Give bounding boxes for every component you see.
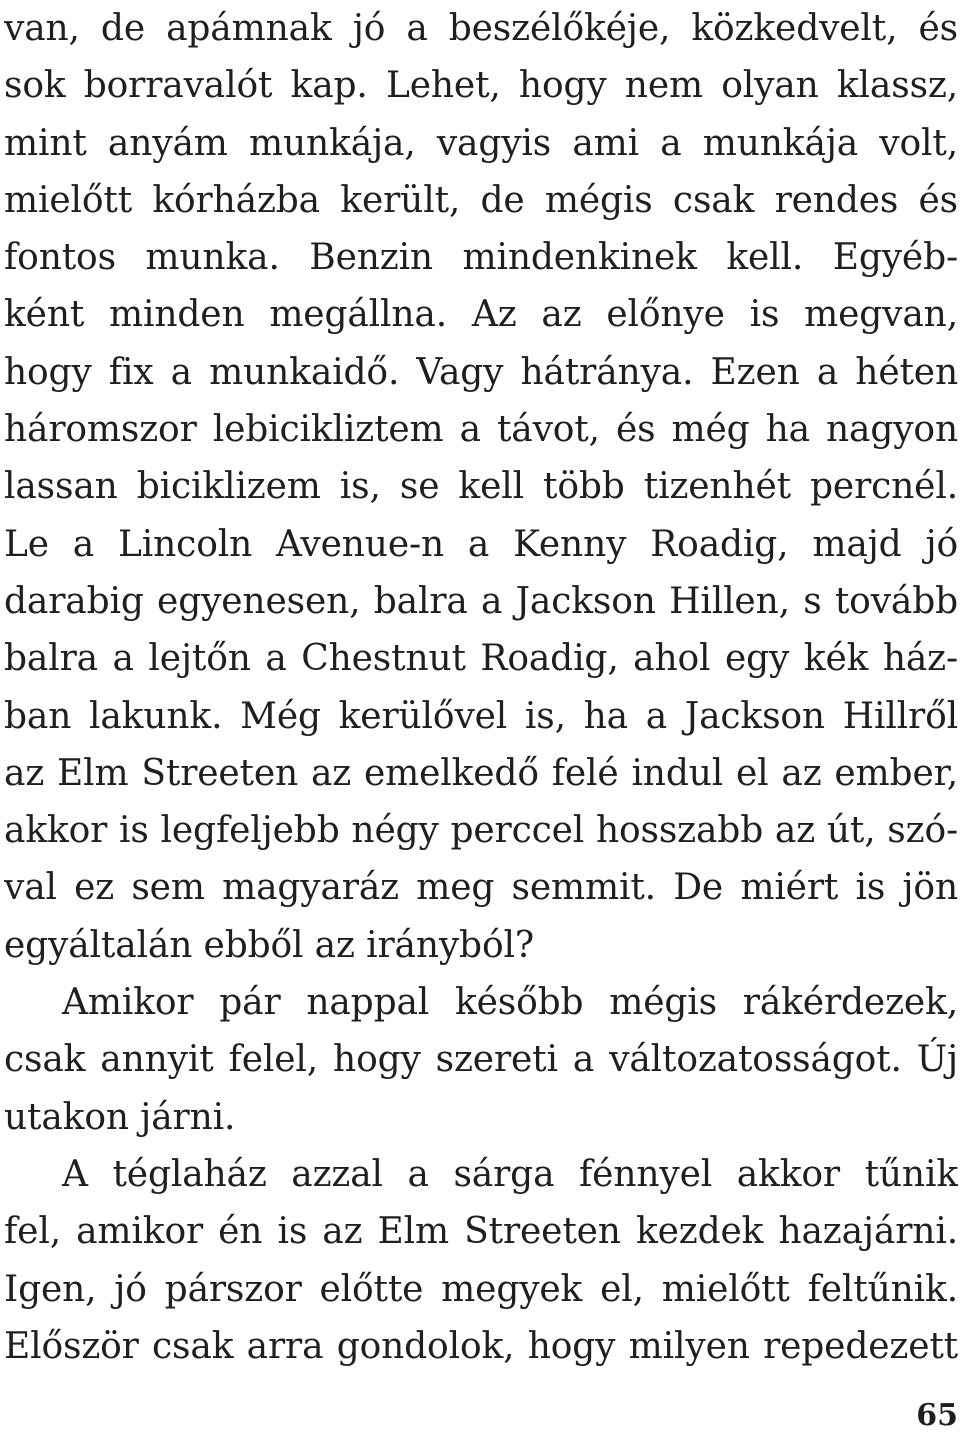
paragraph-end-line: egyáltalán ebből az irányból? <box>4 924 534 966</box>
text-line: fontos munka. Benzin mindenkinek kell. Egyéb- <box>4 237 958 279</box>
text-line: van, de apámnak jó a beszélőkéje, közkedvelt, és <box>4 8 958 49</box>
text-line: sok borravalót kap. Lehet, hogy nem olyan klassz, <box>4 65 958 107</box>
paragraph-start-line: Amikor pár nappal később mégis rákérdezek, <box>62 982 958 1024</box>
body-text <box>4 0 958 1375</box>
text-line: háromszor lebicikliztem a távot, és még ha nagyon <box>4 409 958 451</box>
book-page <box>4 0 958 1436</box>
page-number: 65 <box>916 1398 958 1433</box>
paragraph-end-line: utakon járni. <box>4 1096 236 1138</box>
text-line: Igen, jó párszor előtte megyek el, mielőtt feltűnik. <box>4 1268 958 1310</box>
text-line: val ez sem magyaráz meg semmit. De miért is jön <box>4 867 958 909</box>
text-line: Először csak arra gondolok, hogy milyen repedezett <box>4 1325 958 1367</box>
text-line: csak annyit felel, hogy szereti a változatosságot. Új <box>4 1039 958 1081</box>
text-line: balra a lejtőn a Chestnut Roadig, ahol egy kék ház- <box>4 638 958 680</box>
text-line: darabig egyenesen, balra a Jackson Hillen, s tovább <box>4 580 958 622</box>
text-line: mint anyám munkája, vagyis ami a munkája volt, <box>4 122 958 164</box>
text-line: az Elm Streeten az emelkedő felé indul el az ember, <box>4 752 958 794</box>
paragraph-start-line: A téglaház azzal a sárga fénnyel akkor tűnik <box>62 1153 958 1195</box>
text-line: mielőtt kórházba került, de mégis csak rendes és <box>4 179 958 221</box>
text-line: ként minden megállna. Az az előnye is megvan, <box>4 294 958 336</box>
text-line: fel, amikor én is az Elm Streeten kezdek hazajárni. <box>4 1211 958 1253</box>
text-line: hogy fix a munkaidő. Vagy hátránya. Ezen a héten <box>4 351 958 393</box>
text-line: akkor is legfeljebb négy perccel hosszabb az út, szó- <box>4 810 958 852</box>
text-line: lassan biciklizem is, se kell több tizenhét percnél. <box>4 466 958 508</box>
text-line: ban lakunk. Még kerülővel is, ha a Jackson Hillről <box>4 695 958 737</box>
text-line: Le a Lincoln Avenue-n a Kenny Roadig, majd jó <box>4 523 958 565</box>
